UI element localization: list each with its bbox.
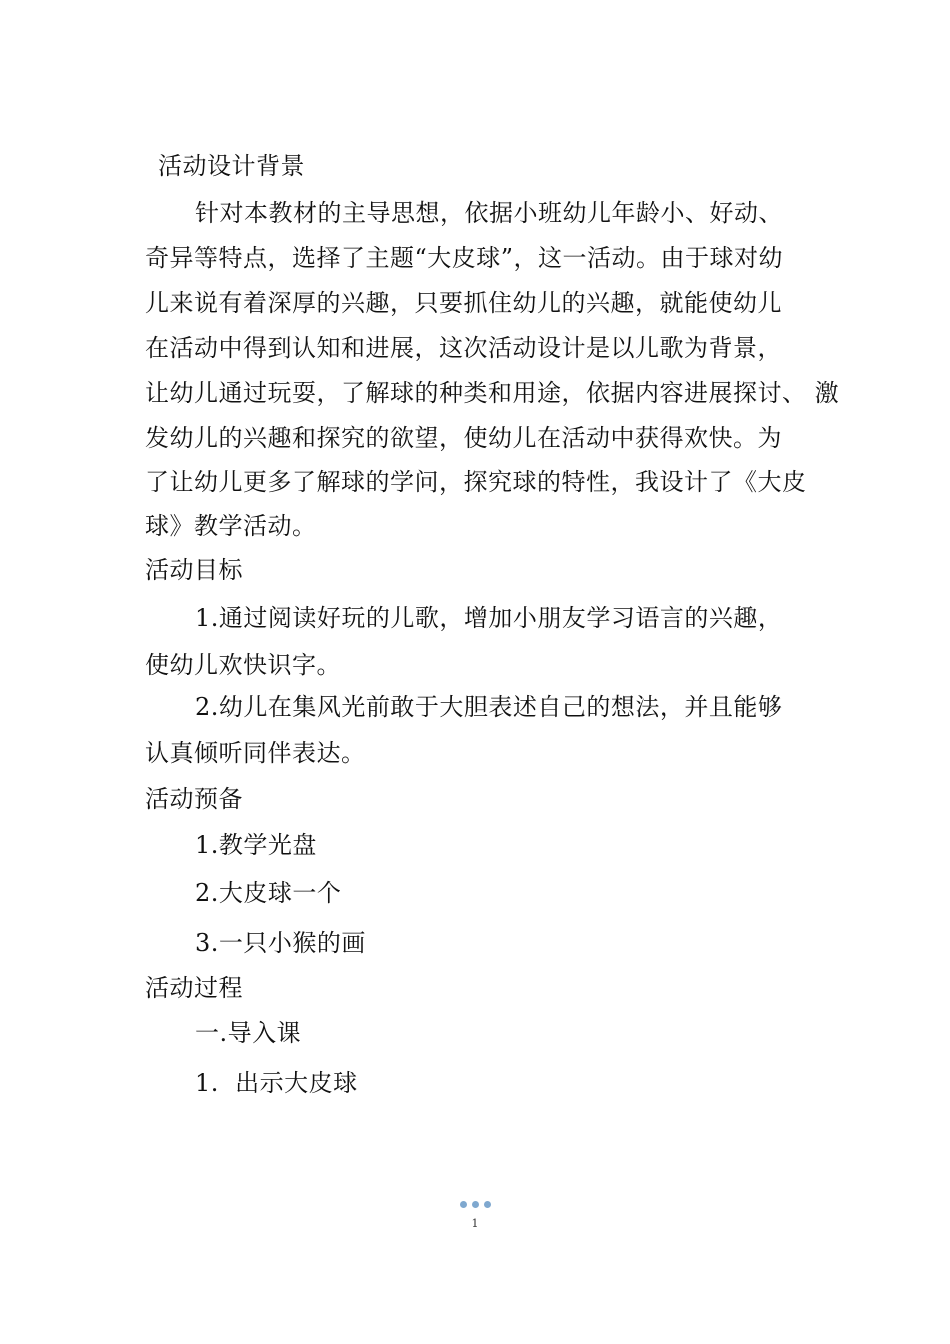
goal-line: 使幼儿欢快识字。	[145, 651, 341, 679]
paragraph-line: 让幼儿通过玩耍，了解球的种类和用途，依据内容进展探讨、 激	[145, 379, 840, 407]
list-item: 1.教学光盘	[195, 831, 317, 859]
dot-icon	[460, 1201, 467, 1208]
list-item: 1. 出示大皮球	[195, 1069, 358, 1097]
section-heading-goals: 活动目标	[145, 556, 243, 584]
goal-line: 认真倾听同伴表达。	[145, 739, 366, 767]
dot-icon	[484, 1201, 491, 1208]
dot-icon	[472, 1201, 479, 1208]
footer-ornament-icon	[458, 1201, 494, 1209]
list-item: 一.导入课	[195, 1019, 302, 1047]
paragraph-line: 针对本教材的主导思想，依据小班幼儿年龄小、好动、	[195, 199, 783, 227]
section-heading-preparation: 活动预备	[145, 785, 243, 813]
list-item: 2.大皮球一个	[195, 879, 342, 907]
paragraph-line: 奇异等特点，选择了主题“大皮球”，这一活动。由于球对幼	[145, 244, 784, 272]
page-number: 1	[471, 1217, 479, 1230]
paragraph-line: 儿来说有着深厚的兴趣，只要抓住幼儿的兴趣，就能使幼儿	[145, 289, 782, 317]
list-item: 3.一只小猴的画	[195, 929, 366, 957]
paragraph-line: 发幼儿的兴趣和探究的欲望，使幼儿在活动中获得欢快。为	[145, 424, 782, 452]
paragraph-line: 在活动中得到认知和进展，这次活动设计是以儿歌为背景，	[145, 334, 782, 362]
paragraph-line: 球》教学活动。	[145, 512, 317, 540]
section-heading-background: 活动设计背景	[158, 152, 305, 180]
goal-line: 1.通过阅读好玩的儿歌，增加小朋友学习语言的兴趣，	[195, 604, 783, 632]
goal-line: 2.幼儿在集风光前敢于大胆表述自己的想法，并且能够	[195, 693, 783, 721]
section-heading-process: 活动过程	[145, 974, 243, 1002]
paragraph-line: 了让幼儿更多了解球的学问，探究球的特性，我设计了《大皮	[145, 468, 807, 496]
